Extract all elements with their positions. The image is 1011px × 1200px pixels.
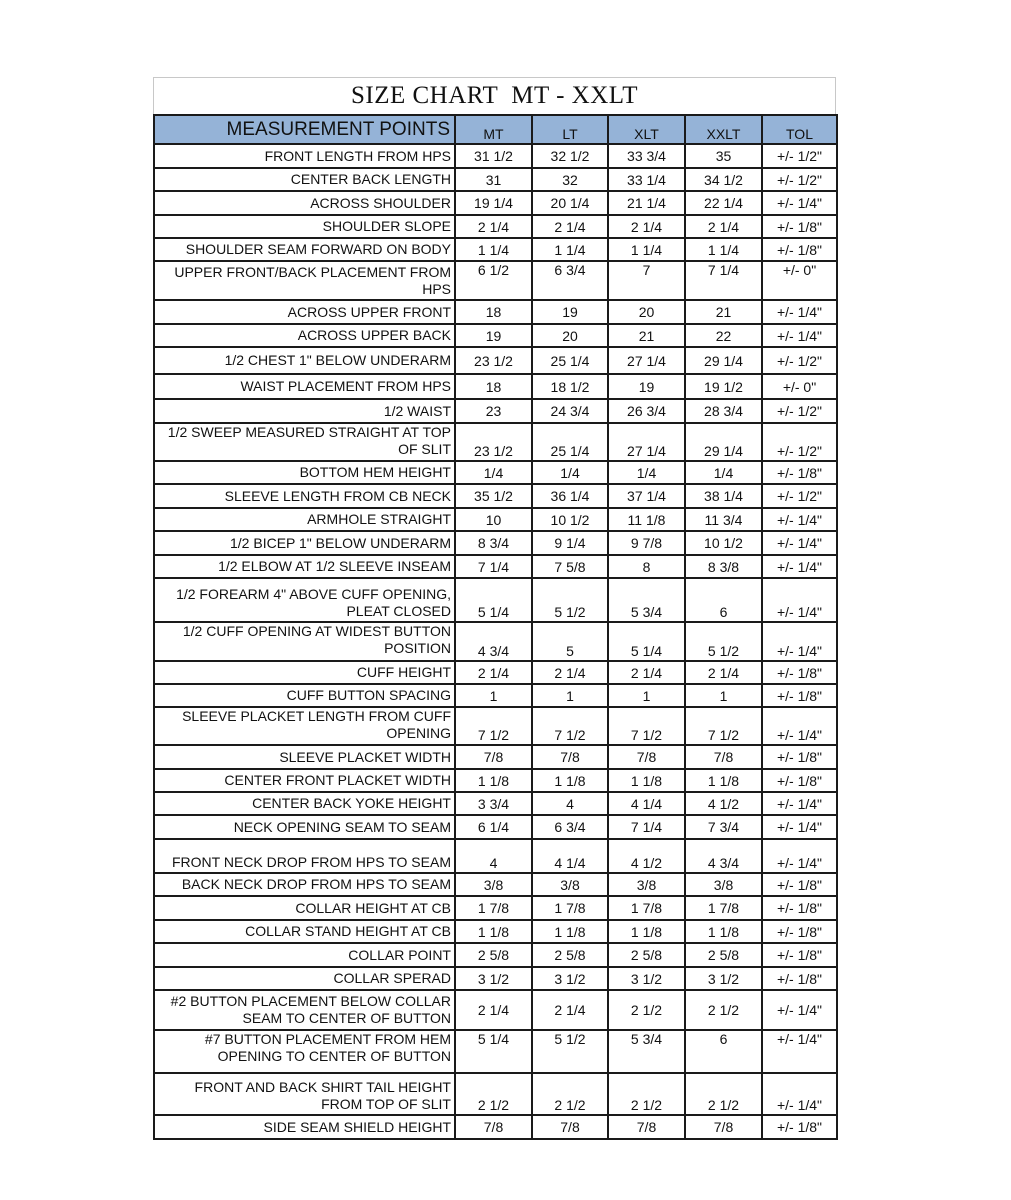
value-xlt: 33 3/4 [608, 144, 685, 168]
table-row [154, 1073, 837, 1115]
value-lt: 2 5/8 [532, 943, 608, 967]
value-xxlt: 4 1/2 [685, 792, 762, 815]
measurement-label: SIDE SEAM SHIELD HEIGHT [154, 1115, 455, 1139]
tolerance-value: +/- 1/8" [762, 920, 837, 943]
value-xlt: 11 1/8 [608, 508, 685, 531]
tolerance-value: +/- 0" [762, 261, 837, 300]
measurement-label: 1/2 FOREARM 4" ABOVE CUFF OPENING, PLEAT CLOSED [154, 578, 455, 622]
value-xlt: 26 3/4 [608, 399, 685, 423]
table-row [154, 423, 837, 461]
value-lt: 19 [532, 300, 608, 324]
tolerance-value: +/- 1/8" [762, 684, 837, 707]
value-lt: 6 3/4 [532, 261, 608, 300]
measurement-label: 1/2 SWEEP MEASURED STRAIGHT AT TOP OF SLIT [154, 423, 455, 461]
tolerance-value: +/- 1/4" [762, 622, 837, 661]
value-xlt: 1 1/8 [608, 920, 685, 943]
tolerance-value: +/- 1/2" [762, 399, 837, 423]
table-row [154, 399, 837, 423]
size-header-lt: LT [532, 115, 608, 144]
measurement-label: SLEEVE LENGTH FROM CB NECK [154, 484, 455, 508]
measurement-label: BOTTOM HEM HEIGHT [154, 461, 455, 484]
table-row [154, 1115, 837, 1139]
value-xxlt: 29 1/4 [685, 347, 762, 374]
value-xlt: 21 1/4 [608, 191, 685, 215]
value-xxlt: 6 [685, 578, 762, 622]
value-xlt: 3 1/2 [608, 967, 685, 990]
value-xlt: 8 [608, 555, 685, 578]
value-xlt: 2 5/8 [608, 943, 685, 967]
value-mt: 3 1/2 [455, 967, 532, 990]
value-xxlt: 4 3/4 [685, 839, 762, 873]
value-xlt: 7/8 [608, 745, 685, 769]
value-lt: 25 1/4 [532, 347, 608, 374]
tolerance-value: +/- 1/4" [762, 839, 837, 873]
measurement-label: CENTER BACK LENGTH [154, 168, 455, 191]
value-xxlt: 7/8 [685, 745, 762, 769]
value-xxlt: 2 5/8 [685, 943, 762, 967]
tolerance-value: +/- 1/4" [762, 990, 837, 1030]
measurement-label: FRONT NECK DROP FROM HPS TO SEAM [154, 839, 455, 873]
measurement-label: SLEEVE PLACKET WIDTH [154, 745, 455, 769]
table-row [154, 168, 837, 191]
tolerance-value: +/- 1/4" [762, 508, 837, 531]
value-mt: 2 1/4 [455, 990, 532, 1030]
table-row [154, 792, 837, 815]
value-mt: 1 1/8 [455, 769, 532, 792]
value-xxlt: 7 3/4 [685, 815, 762, 839]
value-xlt: 27 1/4 [608, 347, 685, 374]
measurement-label: CENTER BACK YOKE HEIGHT [154, 792, 455, 815]
measurement-label: ACROSS SHOULDER [154, 191, 455, 215]
value-xxlt: 22 1/4 [685, 191, 762, 215]
value-mt: 1/4 [455, 461, 532, 484]
value-mt: 2 1/4 [455, 215, 532, 238]
value-xxlt: 5 1/2 [685, 622, 762, 661]
value-mt: 31 1/2 [455, 144, 532, 168]
value-mt: 1 1/4 [455, 238, 532, 261]
value-xxlt: 1/4 [685, 461, 762, 484]
value-lt: 2 1/2 [532, 1073, 608, 1115]
measurement-label: 1/2 CHEST 1" BELOW UNDERARM [154, 347, 455, 374]
value-mt: 1 1/8 [455, 920, 532, 943]
tolerance-value: +/- 1/8" [762, 967, 837, 990]
value-xlt: 4 1/2 [608, 839, 685, 873]
table-row [154, 990, 837, 1030]
tolerance-value: +/- 1/4" [762, 792, 837, 815]
value-lt: 3/8 [532, 873, 608, 896]
value-xxlt: 35 [685, 144, 762, 168]
value-xlt: 1 1/4 [608, 238, 685, 261]
table-row [154, 324, 837, 347]
value-xlt: 7/8 [608, 1115, 685, 1139]
measurement-label: FRONT AND BACK SHIRT TAIL HEIGHT FROM TOP OF SLIT [154, 1073, 455, 1115]
table-row [154, 261, 837, 300]
value-xlt: 20 [608, 300, 685, 324]
value-lt: 9 1/4 [532, 531, 608, 555]
measurement-label: 1/2 BICEP 1" BELOW UNDERARM [154, 531, 455, 555]
measurement-label: WAIST PLACEMENT FROM HPS [154, 374, 455, 399]
value-xxlt: 1 1/8 [685, 920, 762, 943]
table-row [154, 374, 837, 399]
value-xxlt: 1 7/8 [685, 896, 762, 920]
value-lt: 18 1/2 [532, 374, 608, 399]
table-row [154, 622, 837, 661]
table-row [154, 191, 837, 215]
value-mt: 4 3/4 [455, 622, 532, 661]
value-xlt: 5 3/4 [608, 578, 685, 622]
tolerance-value: +/- 1/8" [762, 1115, 837, 1139]
value-xlt: 7 1/2 [608, 707, 685, 745]
value-lt: 7 1/2 [532, 707, 608, 745]
value-xxlt: 7 1/2 [685, 707, 762, 745]
value-xlt: 1 1/8 [608, 769, 685, 792]
measurement-label: UPPER FRONT/BACK PLACEMENT FROM HPS [154, 261, 455, 300]
tolerance-value: +/- 1/2" [762, 423, 837, 461]
value-mt: 23 [455, 399, 532, 423]
value-xlt: 2 1/4 [608, 215, 685, 238]
value-xxlt: 22 [685, 324, 762, 347]
table-row [154, 661, 837, 684]
value-mt: 23 1/2 [455, 423, 532, 461]
table-row [154, 839, 837, 873]
tolerance-value: +/- 1/4" [762, 191, 837, 215]
table-row [154, 144, 837, 168]
value-mt: 7/8 [455, 745, 532, 769]
value-xlt: 1 [608, 684, 685, 707]
value-lt: 1 7/8 [532, 896, 608, 920]
value-lt: 1/4 [532, 461, 608, 484]
value-lt: 7 5/8 [532, 555, 608, 578]
value-mt: 3 3/4 [455, 792, 532, 815]
value-xxlt: 2 1/4 [685, 661, 762, 684]
measurement-label: ARMHOLE STRAIGHT [154, 508, 455, 531]
value-mt: 1 7/8 [455, 896, 532, 920]
header-row [154, 115, 837, 144]
value-mt: 2 5/8 [455, 943, 532, 967]
value-xxlt: 1 1/4 [685, 238, 762, 261]
value-xxlt: 6 [685, 1030, 762, 1073]
tolerance-value: +/- 1/8" [762, 873, 837, 896]
value-lt: 1 1/8 [532, 769, 608, 792]
value-xxlt: 38 1/4 [685, 484, 762, 508]
measurement-label: COLLAR POINT [154, 943, 455, 967]
value-mt: 7 1/4 [455, 555, 532, 578]
table-row [154, 238, 837, 261]
measurement-label: CENTER FRONT PLACKET WIDTH [154, 769, 455, 792]
value-lt: 5 [532, 622, 608, 661]
tolerance-value: +/- 1/8" [762, 461, 837, 484]
table-row [154, 555, 837, 578]
value-mt: 18 [455, 374, 532, 399]
value-lt: 10 1/2 [532, 508, 608, 531]
value-xlt: 37 1/4 [608, 484, 685, 508]
measurement-label: #7 BUTTON PLACEMENT FROM HEM OPENING TO CENTER OF BUTTON [154, 1030, 455, 1073]
value-mt: 5 1/4 [455, 1030, 532, 1073]
value-xlt: 7 1/4 [608, 815, 685, 839]
tolerance-value: +/- 1/4" [762, 531, 837, 555]
value-mt: 3/8 [455, 873, 532, 896]
table-row [154, 967, 837, 990]
value-mt: 7 1/2 [455, 707, 532, 745]
value-xlt: 5 1/4 [608, 622, 685, 661]
value-xlt: 19 [608, 374, 685, 399]
value-xlt: 2 1/2 [608, 990, 685, 1030]
tolerance-value: +/- 0" [762, 374, 837, 399]
tolerance-value: +/- 1/4" [762, 324, 837, 347]
tolerance-value: +/- 1/2" [762, 144, 837, 168]
table-row [154, 484, 837, 508]
table-row [154, 508, 837, 531]
tolerance-header: TOL [762, 115, 837, 144]
value-xxlt: 7/8 [685, 1115, 762, 1139]
size-header-xlt: XLT [608, 115, 685, 144]
value-xxlt: 19 1/2 [685, 374, 762, 399]
value-lt: 6 3/4 [532, 815, 608, 839]
value-lt: 20 [532, 324, 608, 347]
tolerance-value: +/- 1/2" [762, 168, 837, 191]
measurement-label: SHOULDER SLOPE [154, 215, 455, 238]
value-lt: 2 1/4 [532, 215, 608, 238]
measurement-points-header: MEASUREMENT POINTS [154, 115, 455, 144]
value-mt: 5 1/4 [455, 578, 532, 622]
measurement-label: COLLAR HEIGHT AT CB [154, 896, 455, 920]
value-xlt: 21 [608, 324, 685, 347]
value-xlt: 7 [608, 261, 685, 300]
tolerance-value: +/- 1/4" [762, 707, 837, 745]
value-mt: 2 1/4 [455, 661, 532, 684]
measurement-label: CUFF HEIGHT [154, 661, 455, 684]
value-xxlt: 29 1/4 [685, 423, 762, 461]
tolerance-value: +/- 1/8" [762, 238, 837, 261]
measurement-label: 1/2 ELBOW AT 1/2 SLEEVE INSEAM [154, 555, 455, 578]
table-row [154, 347, 837, 374]
value-lt: 4 [532, 792, 608, 815]
value-lt: 4 1/4 [532, 839, 608, 873]
table-row [154, 920, 837, 943]
table-row [154, 745, 837, 769]
measurement-label: #2 BUTTON PLACEMENT BELOW COLLAR SEAM TO CENTER OF BUTTON [154, 990, 455, 1030]
table-row [154, 578, 837, 622]
value-lt: 32 [532, 168, 608, 191]
table-row [154, 707, 837, 745]
value-lt: 7/8 [532, 1115, 608, 1139]
value-lt: 5 1/2 [532, 578, 608, 622]
tolerance-value: +/- 1/8" [762, 943, 837, 967]
table-row [154, 1030, 837, 1073]
value-xxlt: 3 1/2 [685, 967, 762, 990]
value-xlt: 2 1/4 [608, 661, 685, 684]
value-xxlt: 3/8 [685, 873, 762, 896]
value-xxlt: 2 1/4 [685, 215, 762, 238]
value-mt: 23 1/2 [455, 347, 532, 374]
value-xlt: 2 1/2 [608, 1073, 685, 1115]
value-lt: 36 1/4 [532, 484, 608, 508]
value-xxlt: 2 1/2 [685, 1073, 762, 1115]
tolerance-value: +/- 1/8" [762, 769, 837, 792]
value-xxlt: 28 3/4 [685, 399, 762, 423]
measurement-label: SHOULDER SEAM FORWARD ON BODY [154, 238, 455, 261]
measurement-rows [154, 144, 837, 1139]
tolerance-value: +/- 1/4" [762, 578, 837, 622]
tolerance-value: +/- 1/8" [762, 745, 837, 769]
size-header-mt: MT [455, 115, 532, 144]
value-lt: 1 1/4 [532, 238, 608, 261]
value-lt: 7/8 [532, 745, 608, 769]
value-xxlt: 2 1/2 [685, 990, 762, 1030]
value-xxlt: 8 3/8 [685, 555, 762, 578]
table-row [154, 461, 837, 484]
value-lt: 3 1/2 [532, 967, 608, 990]
table-row [154, 300, 837, 324]
tolerance-value: +/- 1/4" [762, 1030, 837, 1073]
table-row [154, 943, 837, 967]
tolerance-value: +/- 1/2" [762, 484, 837, 508]
value-xxlt: 1 1/8 [685, 769, 762, 792]
size-header-xxlt: XXLT [685, 115, 762, 144]
measurement-label: CUFF BUTTON SPACING [154, 684, 455, 707]
measurement-label: SLEEVE PLACKET LENGTH FROM CUFF OPENING [154, 707, 455, 745]
value-lt: 2 1/4 [532, 990, 608, 1030]
value-lt: 2 1/4 [532, 661, 608, 684]
value-xxlt: 10 1/2 [685, 531, 762, 555]
tolerance-value: +/- 1/4" [762, 300, 837, 324]
value-mt: 4 [455, 839, 532, 873]
value-mt: 31 [455, 168, 532, 191]
tolerance-value: +/- 1/4" [762, 815, 837, 839]
value-mt: 8 3/4 [455, 531, 532, 555]
value-mt: 2 1/2 [455, 1073, 532, 1115]
value-mt: 6 1/2 [455, 261, 532, 300]
value-xlt: 4 1/4 [608, 792, 685, 815]
value-lt: 1 1/8 [532, 920, 608, 943]
tolerance-value: +/- 1/4" [762, 555, 837, 578]
value-xlt: 1/4 [608, 461, 685, 484]
tolerance-value: +/- 1/4" [762, 1073, 837, 1115]
tolerance-value: +/- 1/8" [762, 215, 837, 238]
value-lt: 5 1/2 [532, 1030, 608, 1073]
measurement-label: NECK OPENING SEAM TO SEAM [154, 815, 455, 839]
tolerance-value: +/- 1/8" [762, 896, 837, 920]
value-mt: 1 [455, 684, 532, 707]
table-row [154, 215, 837, 238]
measurement-label: ACROSS UPPER FRONT [154, 300, 455, 324]
value-xlt: 27 1/4 [608, 423, 685, 461]
value-xxlt: 34 1/2 [685, 168, 762, 191]
table-row [154, 873, 837, 896]
size-chart-table [153, 114, 838, 1140]
table-row [154, 684, 837, 707]
value-xxlt: 1 [685, 684, 762, 707]
table-row [154, 896, 837, 920]
value-mt: 19 1/4 [455, 191, 532, 215]
table-row [154, 769, 837, 792]
value-lt: 25 1/4 [532, 423, 608, 461]
measurement-label: ACROSS UPPER BACK [154, 324, 455, 347]
measurement-label: 1/2 WAIST [154, 399, 455, 423]
value-xxlt: 11 3/4 [685, 508, 762, 531]
measurement-label: FRONT LENGTH FROM HPS [154, 144, 455, 168]
size-chart-sheet [153, 77, 836, 1140]
measurement-label: COLLAR STAND HEIGHT AT CB [154, 920, 455, 943]
value-xlt: 9 7/8 [608, 531, 685, 555]
table-row [154, 815, 837, 839]
value-xlt: 1 7/8 [608, 896, 685, 920]
value-xxlt: 21 [685, 300, 762, 324]
value-mt: 18 [455, 300, 532, 324]
measurement-label: 1/2 CUFF OPENING AT WIDEST BUTTON POSITION [154, 622, 455, 661]
value-xxlt: 7 1/4 [685, 261, 762, 300]
value-lt: 1 [532, 684, 608, 707]
measurement-label: COLLAR SPERAD [154, 967, 455, 990]
value-xlt: 33 1/4 [608, 168, 685, 191]
value-mt: 7/8 [455, 1115, 532, 1139]
measurement-label: BACK NECK DROP FROM HPS TO SEAM [154, 873, 455, 896]
table-row [154, 531, 837, 555]
value-lt: 24 3/4 [532, 399, 608, 423]
value-lt: 20 1/4 [532, 191, 608, 215]
value-lt: 32 1/2 [532, 144, 608, 168]
value-mt: 10 [455, 508, 532, 531]
tolerance-value: +/- 1/8" [762, 661, 837, 684]
value-mt: 35 1/2 [455, 484, 532, 508]
value-mt: 19 [455, 324, 532, 347]
value-mt: 6 1/4 [455, 815, 532, 839]
value-xlt: 3/8 [608, 873, 685, 896]
tolerance-value: +/- 1/2" [762, 347, 837, 374]
value-xlt: 5 3/4 [608, 1030, 685, 1073]
chart-title: SIZE CHART MT - XXLT [153, 77, 836, 114]
